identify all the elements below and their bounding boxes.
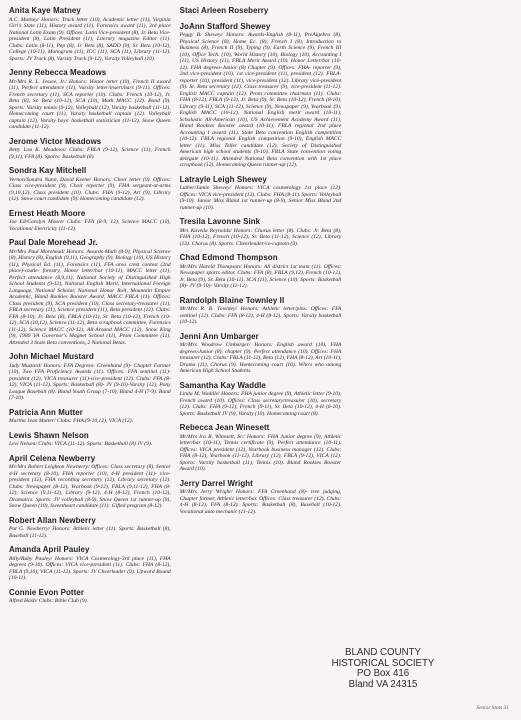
senior-name: Lewis Shawn Nelson <box>9 430 89 440</box>
senior-name: Robert Allan Newberry <box>9 515 96 525</box>
senior-name: Connie Evon Potter <box>9 587 85 597</box>
senior-bio: Vernon/Sondra Nunn, David Keene/ Honors: Choir letter (9). Offices: Class vice-president (9), Choir reporter (9), FHA sergeant-at-arms (9,10,12), Class president (10). Clubs: FHA (9-12), Art (9), Library (12). Snow court candidate (9). Homecoming candidate (12). <box>9 176 171 202</box>
senior-name: Anita Kaye Matney <box>9 6 81 15</box>
senior-bio: Betty Lou K. Meadows/ Clubs: FBLA (9-12), Science (11), French (9,11), FFA (8). Sports: Basketball (8). <box>9 147 171 160</box>
senior-bio: Mr/Mrs Ira R. Winesett, Sr./ Honors: FHA Junior degree (9), Athletic letter/bar (10-11), Tennis certificate (9), Perfect attendance (10-11). Offices: VICA president (12), Yearbook business manager (12). Clubs: FHA (8-12), Yearbook (11-12), Library (12), FBLA (9-12), VICA (12). Sports: Varsity basketball (11), Tennis (10). Bland Rookies Booster Award (10). <box>179 433 342 472</box>
senior-entry <box>180 217 342 247</box>
stamp-line-2: HISTORICAL SOCIETY <box>331 657 435 669</box>
senior-entry <box>180 22 342 169</box>
senior-entry <box>9 68 171 131</box>
page-label: Senior Stats 31 <box>476 705 509 711</box>
senior-bio: Mr/Mrs Harold Thompson/ Honors: All district 1st team (11). Offices: Newspaper sports editor. Clubs: FFA (8), FBLA (9,12), French (10-12), Jr. Beta (9), Sr. Beta (10-11), SCA (11), Science (10). Sports: Basketball (8)- JV (9-10)- Varsity (11-12). <box>179 263 342 289</box>
senior-bio: Mr/Mrs R. L. Jessee, Jr./ Honors: Honor letter (10), French II award (11), Perfect attendance (11), Varsity letter/insert/bars (9-11). Offices: French secretary (11), SCA reporter (10). Clubs: French (10-12), Jr. Beta (8), Sr. Beta (10-12), SCA (10), Math MACC (12). Band (9). Sports: Varsity tennis (9-12), Volleyball (12), Varsity basketball (11-12). Homecoming court (11), Varsity basketball captain (12). Volleyball captain (12), Varsity boys' basketball statistician (11-12). Snow Queen candidate (11-12). <box>9 78 171 130</box>
senior-entry <box>180 175 342 212</box>
senior-name: Jenni Ann Umbarger <box>179 331 259 341</box>
senior-name: Amanda April Pauley <box>9 545 90 554</box>
senior-bio: Mrs Kaveda Reynolds/ Honors: Chorus letter (8). Clubs: Jr. Beta (8), FHA (10-12), French (10-12), Sr. Beta (11-12), Science (12), Library (12). Chorus (8). Sports: Cheerleader/co-captain (9). <box>179 227 342 247</box>
senior-entry <box>9 137 171 161</box>
senior-entry <box>180 6 342 16</box>
senior-name: April Celena Newberry <box>9 453 96 463</box>
senior-bio: Luther/Jamie Shewey/ Honors: VICA cosmetology 1st place (12). Offices: VICA vice-president (12). Clubs: FHA (8-11). Sports: Volleyball (9-10). Junior Miss Bland 1st runner-up (8-9), Senior Miss Bland 2nd runner-up (10). <box>179 185 342 211</box>
stamp-line-3: PO Box 416 <box>356 668 410 679</box>
senior-entry <box>180 253 342 290</box>
senior-bio: Mr/Mrs Paul Morehead/ Honors: Awards-Math (8-9), Physical Science (8), History (8), English (9,11), Geography (9), Biology (10), US History (11), Physical Ed. (11), Forensics (11), FFA area crest contest (2nd place)-castle- forestry, Honor letter/bar (10-11), MACC letter (11), Perfect attendance (8,9,11), National Society of Distinguished High School Students (9-12), National English Merit, International Foreign Language, National Scholar, National Honor Roll, Mountain Empire Academic, Bland Rookies Booster Award, MACC FBLA (11). Offices: Class president (9), SCA president (10), Class secretary-treasurer (11), FBLA secretary (11), Science president (11), Beta president (12). Clubs: FFA (8-10), Jr. Beta (8), FBLA (10-11), Sr. Beta (10-12), French (10-12), SCA (10,12), Science (11-12), Beta scrapbook committee, Forensics (11-12), Science MACC (10-12), All-Around MACC (12), Snow King (9), 1989 VA Governor's Magnet School (11), Prom Committee (11), Attended 3 State Beta conventions, 2 National Betas. <box>9 248 171 346</box>
senior-bio: Mr/Mrs R. B. Townley/ Honors: Athletic letter/pins. Offices: FFA sentinel (12). Clubs: FFA (8-12), 4-H (8-12). Sports: Varsity basketball (10-12). <box>179 306 342 325</box>
senior-bio: Peggy B. Shewey/ Honors: Awards-English (8-11), PreAlgebra (8), Physical Science (8), Home Ec. (8), French I (8), Introduction to Business (8), French II (9), Typing (9), Earth Science (9), French III (10), Office Tech. (10), World History (10), Biology (10), Accounting I (11), US History (11), FBLA Merit Award (10). Honor Letter/bar (10-12). FHA degrees-Junior (8) Chapter (9). Offices: FHA- reporter (9), 2nd vice-president (10), 1st vice-president (11), president (12). FBLA- reporter (10), president (11), vice-president (12). Library vice-president (9). Sr. Beta secretary (12). Class treasurer (9), vice-president (11-12). English MACC captain (12). Prom committee chairman (11). Clubs: FHA (8-12), FBLA (9-12), Jr. Beta (9), Sr. Beta (10-12), French (8-10), Library (9-11), SCA (11-12), Science (9), Newspaper (9), Yearbook (9), English MACC (10-12). National English merit award (10-11), Scholastic All-American (10), US Achievement Academy Award (11), Bland Rookies Booster award (10-11), FBLA regional 2nd place Accounting I award (11). State Beta convention English competition (10-12). FBLA regional English competition (9-10), English MACC letter (11). Miss Teller candidate (12), Society of Distinguished American high school students (9-10). FBLA State convention voting delegate (10-11). Attended National Beta convention with 1st place scrapbook (12), Homecoming Queen runner-up (12). <box>179 32 342 168</box>
senior-bio: Joe Ed/Carolyn Moore/ Clubs: FFA (8-9, 12), Science MACC (10), Vocational Electricity (11-12). <box>9 219 171 232</box>
senior-bio: Martha Jean Mutter/ Clubs: FHA (9-10,12), VICA (12). <box>9 418 133 424</box>
senior-entry <box>180 332 342 375</box>
senior-name: JoAnn Stafford Shewey <box>179 21 271 31</box>
stamp-line-4: Bland VA 24315 <box>348 678 418 690</box>
senior-entry <box>9 408 171 425</box>
senior-entry <box>9 454 171 510</box>
senior-entry <box>180 381 342 418</box>
senior-bio: Alfred Hash/ Clubs: Bible Club (9). <box>9 598 88 604</box>
senior-entry <box>9 238 171 346</box>
senior-name: Jerome Victor Meadows <box>9 136 102 146</box>
senior-bio: A.C. Matney/ Honors: Track letter (10), Academic letter (11), Virginia Girl's State (11), History award (11), Forensics award (11), 3rd place National Latin Exam (9). Offices: Latin Vice-president (8), Jr. Beta Vice-president (8), Latin President (11), Literary magazine Editor (11). Clubs: Latin (8-11), Pep (8), Jr. Beta (8), SADD (9), Sr. Beta (10-12), College (10-11), Monogram (11), ICC (11), SCA (11), Library (11-12). Sports: JV Track (8), Varsity Track (9-12), Varsity Volleyball (10). <box>9 16 171 62</box>
senior-entry <box>9 352 171 402</box>
senior-entry <box>180 479 342 516</box>
senior-entry <box>9 431 171 448</box>
senior-bio: Levi Nelson/ Clubs: VICA (11-12). Sports: Basketball (8) JV (9). <box>9 441 153 447</box>
senior-entry <box>9 209 171 233</box>
senior-name: Tresila Lavonne Sink <box>179 217 261 226</box>
stamp-line-1: BLAND COUNTY <box>345 647 421 658</box>
senior-name: Jenny Rebecca Meadows <box>9 68 107 77</box>
senior-entry <box>9 516 171 540</box>
historical-society-stamp <box>277 648 489 690</box>
senior-entry <box>9 166 171 203</box>
senior-bio: Mr/Mrs Woodrow Umbarger/ Honors: English award (10), FHA degrees-Junior (8), chapter (9). Perfect attendance (10). Offices: FHA treasurer (12). Clubs: FBLA (11-12), Beta (12), FHA (8-12), Art (10-11), Drama (11), Chorus (9). Homecoming court (10). Who's who among American High School Students. <box>179 342 342 374</box>
senior-bio: Mr/Mrs Jerry Wright/ Honors: FFA Greenhand (8)- tree judging, Chapter farmer, Athletic letter/bar. Offices: Class treasurer (12). Clubs: 4-H (8-12), FFA (8-12). Sports: Basketball (8), Baseball (10-12). Vocational auto mechanic (11-12). <box>179 489 342 515</box>
senior-name: Chad Edmond Thompson <box>179 253 278 262</box>
senior-name: Jerry Darrel Wright <box>179 478 253 488</box>
senior-name: Randolph Blaine Townley II <box>179 295 285 305</box>
senior-entry <box>9 6 171 62</box>
senior-name: Samantha Kay Waddle <box>179 380 266 390</box>
senior-entry <box>9 545 171 582</box>
senior-name: Paul Dale Morehead Jr. <box>9 238 98 247</box>
senior-name: Ernest Heath Moore <box>9 208 86 218</box>
senior-entry <box>180 296 342 326</box>
senior-name: Sondra Kay Mitchell <box>9 166 87 175</box>
senior-name: Patricia Ann Mutter <box>9 407 83 417</box>
senior-entry <box>9 588 171 605</box>
senior-name: Latrayle Leigh Shewey <box>179 174 267 184</box>
senior-name: Staci Arleen Roseberry <box>179 6 269 15</box>
senior-name: Rebecca Jean Winesett <box>179 423 270 432</box>
senior-bio: Linda M. Waddle/ Honors: FHA junior degree (9), Athletic letter (9-10), French award (10). Offices: Class secretary/treasurer (10), secretary (12). Clubs: FHA (9-12), French (9-11), Sr. Beta (10-12), 4-H (6-10). Sports: Basketball JV (9), Varsity (10). Homecoming court (8). <box>179 391 342 417</box>
senior-bio: Judy Mustard/ Honors: FFA Degrees- Greenhand (9)- Chapter Farmer (10), Two FFA Proficiency Awards (11). Offices: FFA sentinel (11)-president (12), VICA treasurer (11)-vice-president (12). Clubs: FFA (8-12), VICA (11-12). Sports: Basketball (8)- JV (9-10)-Varsity (12), Pony League Baseball (8). Bland Youth Group (7-10), Bland 4-H (7-9). Band (7-10). <box>9 362 171 401</box>
senior-entry <box>180 423 342 473</box>
senior-name: John Michael Mustard <box>9 352 94 361</box>
senior-bio: Mr/Mrs Robert Leighton Newberry/ Offices: Class secretary (8), Senior 4-H secretary (8-10), FHA reporter (10), 4-H president (11)- vice-president (12), FHA recording secretary (12), Library secretary (12). Clubs: Newspaper (8-12), Yearbook (9-12), FBLA (9,11-12), FHA (8-12), Science (9,11-12), Library (9-12), 4-H (8-12), French (10-12), Dramatics. Sports: JV volleyball (8-9). Snow Queen 1st runner-up (9), Snow Queen (10), Sweetheart candidate (11): Gifted program (8-12). <box>9 464 171 509</box>
senior-bio: Pat G. Newberry/ Honors: Athletic letter (11). Sports: Basketball (8), Baseball (11-12). <box>9 526 171 539</box>
senior-bio: Billy/Ruby Pauley/ Honors: VICA Cosmetology-3rd place (11), FHA degrees (9-10). Offices: VICA vice-president (11). Clubs: FHA (8-12), FBLA (9,10), VICA (11-12). Sports: JV Cheerleader (9). Upward Bound (10-11). <box>9 555 171 581</box>
senior-stats-columns <box>9 6 512 606</box>
